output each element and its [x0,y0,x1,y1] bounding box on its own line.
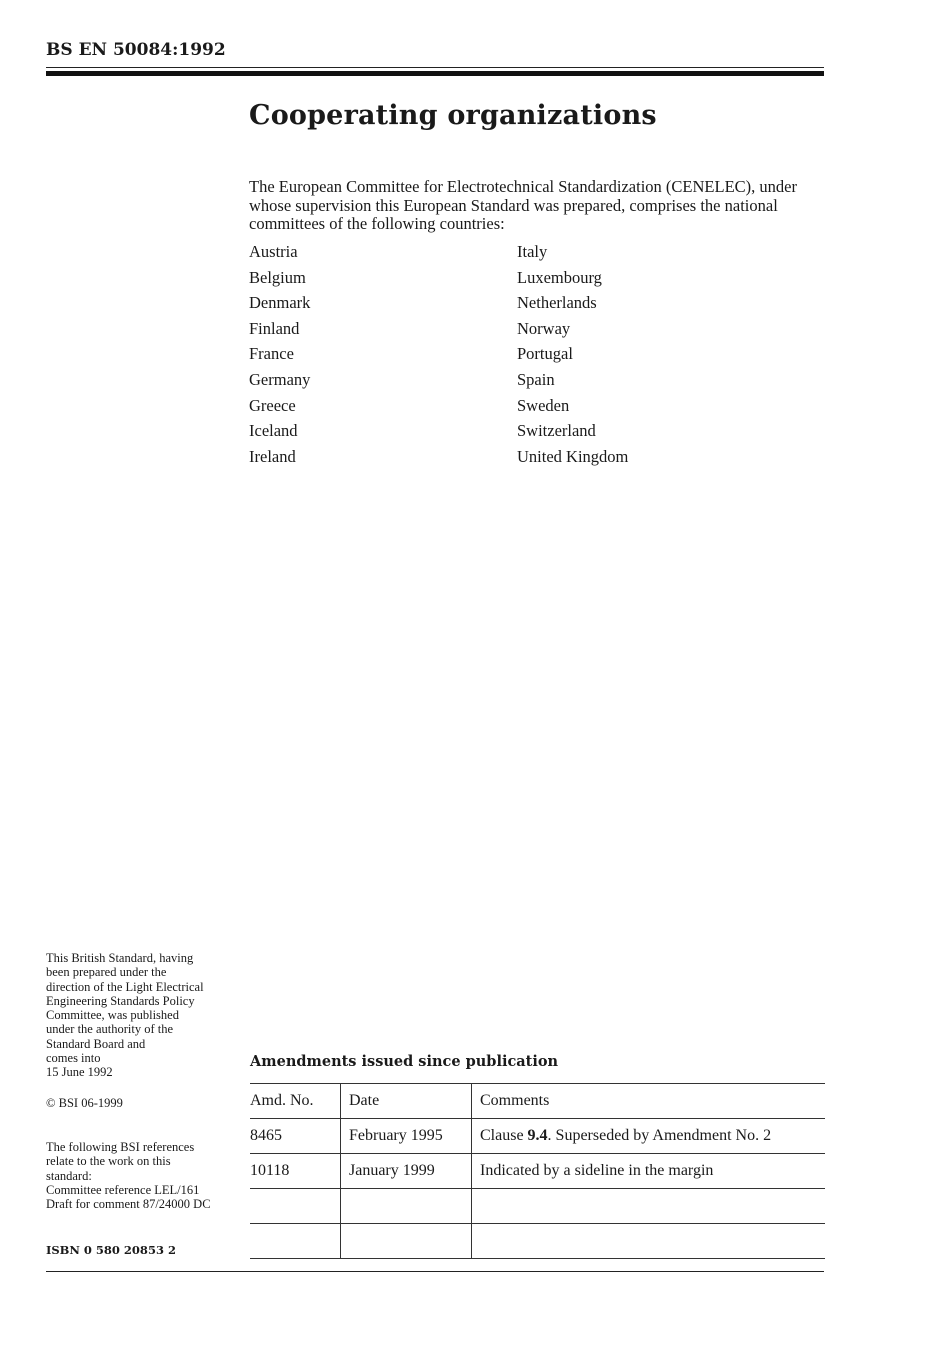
amendment-date: January 1999 [341,1154,472,1189]
note-line: Engineering Standards Policy [46,993,195,1008]
country-item: Denmark [249,293,311,313]
amendment-comment [472,1154,826,1189]
column-header-amd-no: Amd. No. [250,1084,341,1119]
note-line: direction of the Light Electrical [46,979,204,994]
comment-text: Clause [480,1127,528,1144]
note-line: Standard Board and [46,1036,146,1051]
amendment-date [341,1224,472,1259]
country-item: Ireland [249,446,296,466]
header-rule-thin [46,67,824,68]
country-item: Germany [249,370,311,389]
note-line: standard: [46,1168,92,1183]
note-line: comes into [46,1051,101,1066]
publication-note [46,951,246,1080]
amendment-number [250,1189,341,1224]
country-item: France [249,344,294,364]
note-line: Committee, was published [46,1008,179,1023]
amendment-comment [472,1119,826,1154]
country-item: Greece [249,395,296,415]
note-line: under the authority of the [46,1022,174,1037]
isbn: ISBN 0 580 20853 2 [46,1243,176,1257]
country-item: Iceland [249,421,298,441]
country-item: Austria [249,242,298,261]
page-title: Cooperating organizations [249,100,657,131]
bsi-references-note [46,1140,246,1211]
note-line: been prepared under the [46,965,167,980]
intro-paragraph: The European Committee for Electrotechnical Standardization (CENELEC), under whose supervision this European Standard was prepared, comprises the national committees of the following countries: [249,177,797,233]
amendment-comment [472,1189,826,1224]
country-item: Belgium [249,267,306,287]
copyright-notice: © BSI 06-1999 [46,1096,123,1110]
country-item: Italy [517,242,548,261]
amendment-row [250,1119,825,1154]
amendments-header-row [250,1084,825,1119]
amendment-row [250,1224,825,1259]
comment-text: Indicated by a sideline in the margin [480,1162,714,1179]
column-header-date: Date [341,1084,472,1119]
country-item: Luxembourg [517,267,602,287]
country-item: United Kingdom [517,446,629,466]
note-line: 15 June 1992 [46,1065,113,1080]
country-item: Switzerland [517,421,596,441]
note-line: relate to the work on this [46,1154,171,1169]
country-item: Netherlands [517,293,597,313]
clause-reference: 9.4 [527,1127,548,1144]
note-line: The following BSI references [46,1140,195,1154]
amendment-number: 8465 [250,1119,341,1154]
note-line: Draft for comment 87/24000 DC [46,1197,211,1212]
amendment-date: February 1995 [341,1119,472,1154]
note-line: Committee reference LEL/161 [46,1182,200,1197]
country-item: Finland [249,318,300,338]
country-item: Spain [517,370,555,389]
comment-text: . Superseded by Amendment No. 2 [547,1127,772,1144]
amendment-comment [472,1224,826,1259]
footer-rule [46,1271,824,1272]
country-item: Portugal [517,344,573,364]
country-item: Sweden [517,395,570,415]
amendment-row [250,1189,825,1224]
amendment-number: 10118 [250,1154,341,1189]
document-id: BS EN 50084:1992 [46,40,226,60]
amendment-row [250,1154,825,1189]
amendments-table [250,1083,825,1259]
country-item: Norway [517,318,571,338]
column-header-comments: Comments [472,1084,826,1119]
amendments-heading: Amendments issued since publication [250,1053,559,1070]
header-rule-thick [46,71,824,76]
amendment-date [341,1189,472,1224]
amendment-number [250,1224,341,1259]
note-line: This British Standard, having [46,951,194,965]
